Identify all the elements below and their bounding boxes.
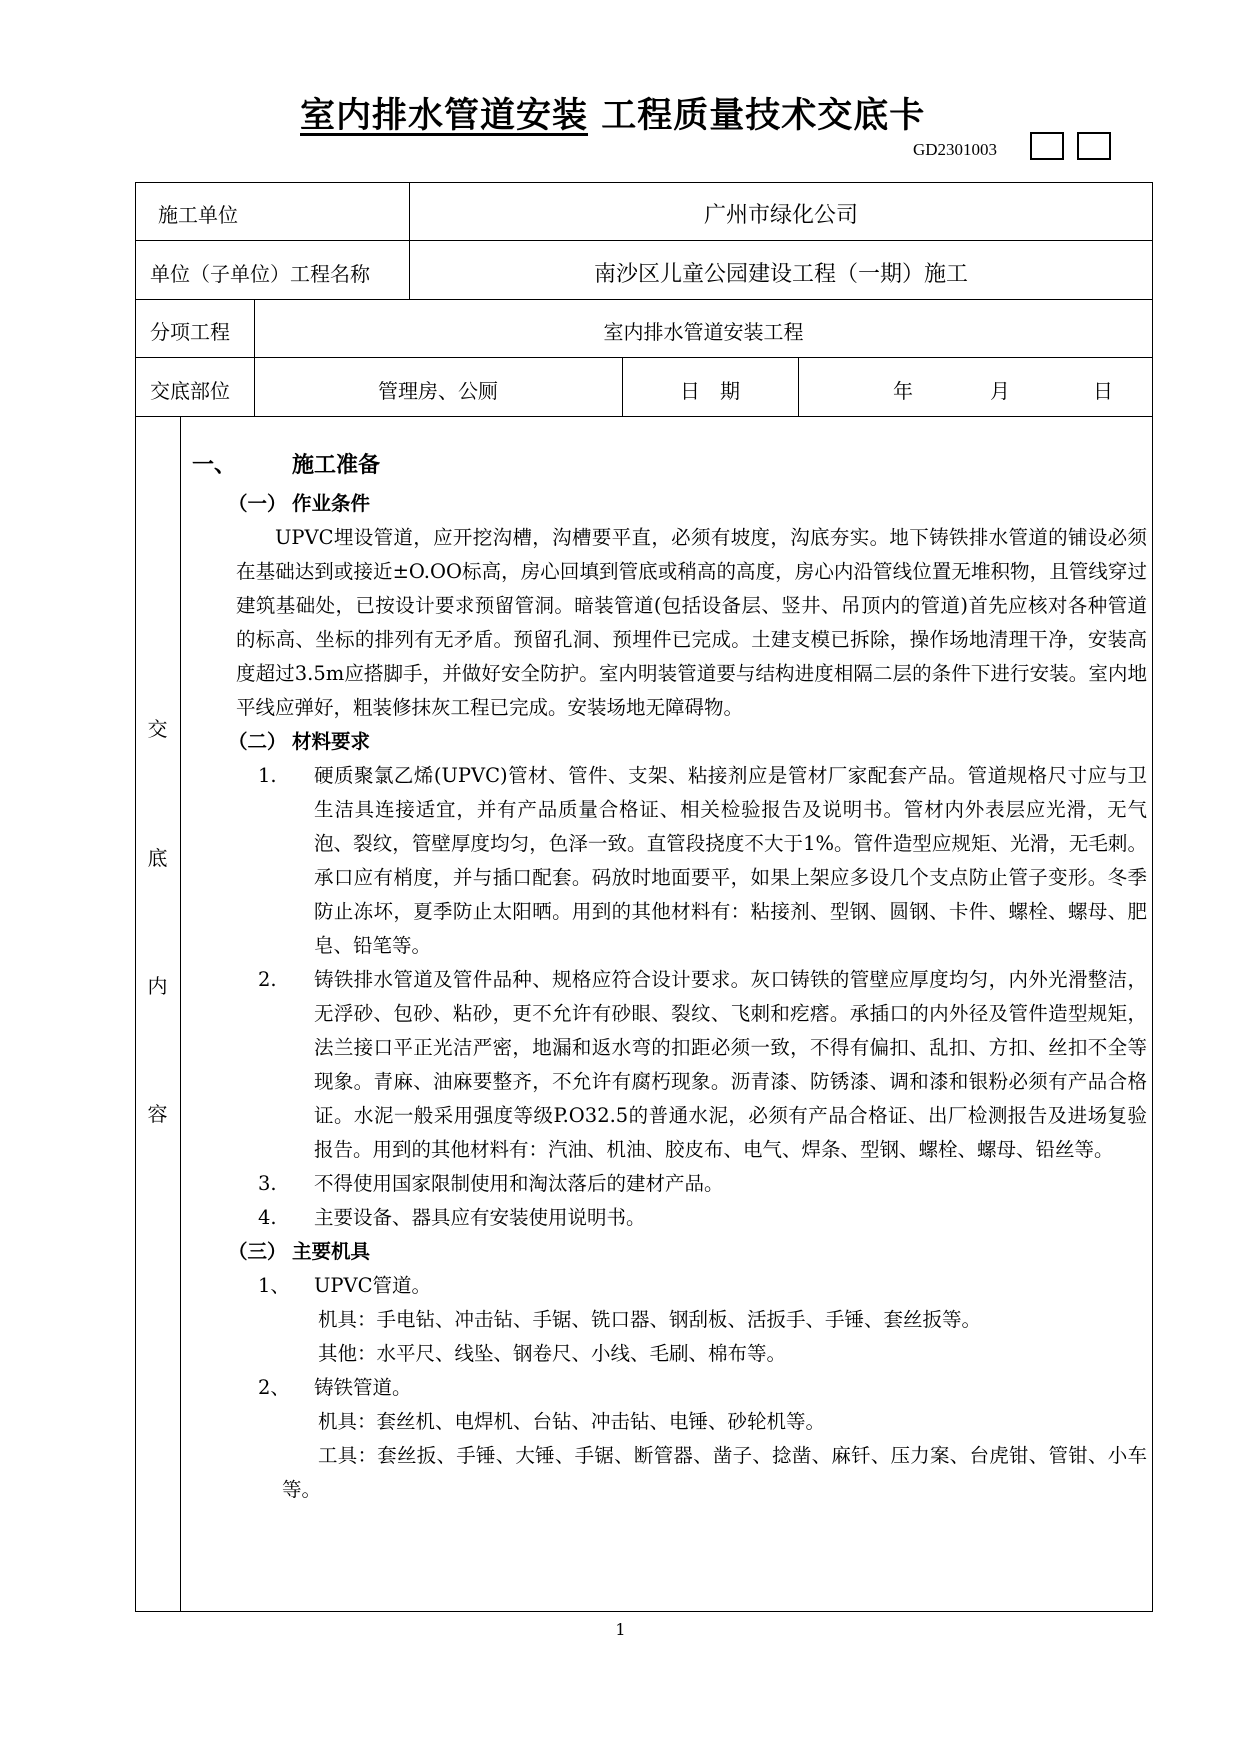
content-body (192, 445, 1147, 1507)
unit-label: 施工单位 (158, 203, 238, 227)
section-title: 施工准备 (292, 453, 381, 478)
project-value: 南沙区儿童公园建设工程（一期）施工 (593, 262, 968, 287)
col-divider (180, 416, 181, 1612)
list-item-number: 3. (258, 1172, 277, 1195)
tool-line: 工具：套丝扳、手锤、大锤、手锯、断管器、凿子、捻凿、麻钎、压力案、台虎钳、管钳、小车等。 (282, 1444, 1147, 1501)
list-item-text: 铸铁排水管道及管件品种、规格应符合设计要求。灰口铸铁的管壁应厚度均匀，内外光滑整洁，无浮砂、包砂、粘砂，更不允许有砂眼、裂纹、飞刺和疙瘩。承插口的内外径及管件造型规矩，法兰接口平正光洁严密，地漏和返水弯的扣距必须一致，不得有偏扣、乱扣、方扣、丝扣不全等现象。青麻、油麻要整齐，不允许有腐朽现象。沥青漆、防锈漆、调和漆和银粉必须有产品合格证。水泥一般采用强度等级P.O32.5的普通水泥，必须有产品合格证、出厂检测报告及进场复验报告。用到的其他材料有：汽油、机油、胶皮布、电气、焊条、型钢、螺栓、螺母、铅丝等。 (314, 968, 1147, 1161)
side-label-char: 容 (147, 1102, 168, 1126)
list-item-text: 主要设备、器具应有安装使用说明书。 (314, 1206, 646, 1229)
list-item-number: 4. (258, 1206, 277, 1229)
subsection-heading (192, 725, 1147, 759)
subsection-number: （一） (228, 492, 287, 515)
row-divider (135, 299, 1153, 300)
document-title (300, 88, 925, 138)
tool-line: 其他：水平尺、线坠、钢卷尺、小线、毛刷、棉布等。 (318, 1342, 787, 1365)
subitem-label: 分项工程 (150, 320, 230, 344)
subsection-heading (192, 487, 1147, 521)
row-divider (135, 416, 1153, 417)
subsection-title: 主要机具 (292, 1240, 371, 1263)
side-label-char: 底 (147, 846, 168, 870)
list-item (192, 963, 1147, 1167)
date-day: 日 (1093, 379, 1113, 403)
list-item (192, 1201, 1147, 1235)
list-item-text: UPVC管道。 (314, 1274, 432, 1297)
list-item (192, 1167, 1147, 1201)
list-item (192, 759, 1147, 963)
title-rest: 工程质量技术交底卡 (601, 96, 926, 136)
document-code: GD2301003 (913, 140, 998, 159)
checkbox-1 (1030, 132, 1064, 160)
location-value: 管理房、公厕 (378, 379, 498, 403)
list-item-text: 不得使用国家限制使用和淘汰落后的建材产品。 (314, 1172, 724, 1195)
col-divider (798, 357, 799, 416)
list-item (192, 1269, 1147, 1303)
subsection-title: 作业条件 (292, 492, 371, 515)
section-number: 一、 (192, 453, 237, 478)
project-label: 单位（子单位）工程名称 (150, 262, 370, 286)
subsection-number: （三） (228, 1240, 287, 1263)
subitem-value: 室内排水管道安装工程 (603, 320, 804, 344)
page-number: 1 (615, 1620, 626, 1639)
checkbox-2 (1077, 132, 1111, 160)
list-item-number: 2、 (258, 1376, 290, 1399)
tool-line: 机具：手电钻、冲击钻、手锯、铣口器、钢刮板、活扳手、手锤、套丝扳等。 (318, 1308, 982, 1331)
title-underlined: 室内排水管道安装 (300, 96, 589, 136)
side-label-char: 交 (147, 717, 168, 741)
list-item-text: 硬质聚氯乙烯(UPVC)管材、管件、支架、粘接剂应是管材厂家配套产品。管道规格尺寸应与卫生洁具连接适宜，并有产品质量合格证、相关检验报告及说明书。管材内外表层应光滑，无气泡、裂纹，管壁厚度均匀，色泽一致。直管段挠度不大于1%。管件造型应规矩、光滑，无毛刺。承口应有梢度，并与插口配套。码放时地面要平，如果上架应多设几个支点防止管子变形。冬季防止冻坏，夏季防止太阳晒。用到的其他材料有：粘接剂、型钢、圆钢、卡件、螺栓、螺母、肥皂、铅笔等。 (314, 764, 1147, 957)
date-year: 年 (893, 379, 913, 403)
subsection-heading (192, 1235, 1147, 1269)
subsection-number: （二） (228, 730, 287, 753)
list-item (192, 1371, 1147, 1405)
subsection-title: 材料要求 (292, 730, 371, 753)
list-item-number: 1. (258, 764, 277, 787)
date-month: 月 (990, 379, 1010, 403)
location-label: 交底部位 (150, 379, 230, 403)
tool-line: 机具：套丝机、电焊机、台钻、冲击钻、电锤、砂轮机等。 (318, 1410, 826, 1433)
row-divider (135, 240, 1153, 241)
date-label: 日 期 (680, 379, 740, 403)
side-label-char: 内 (147, 974, 168, 998)
row-divider (135, 357, 1153, 358)
list-item-number: 1、 (258, 1274, 290, 1297)
unit-value: 广州市绿化公司 (703, 203, 858, 228)
list-item-number: 2. (258, 968, 277, 991)
paragraph: UPVC埋设管道，应开挖沟槽，沟槽要平直，必须有坡度，沟底夯实。地下铸铁排水管道的铺设必须在基础达到或接近±O.OO标高，房心回填到管底或稍高的高度，房心内沿管线位置无堆积物，且管线穿过建筑基础处，已按设计要求预留管洞。暗装管道(包括设备层、竖井、吊顶内的管道)首先应核对各种管道的标高、坐标的排列有无矛盾。预留孔洞、预埋件已完成。土建支模已拆除，操作场地清理干净，安装高度超过3.5m应搭脚手，并做好安全防护。室内明装管道要与结构进度相隔二层的条件下进行安装。室内地平线应弹好，粗装修抹灰工程已完成。安装场地无障碍物。 (236, 526, 1147, 719)
section-heading (192, 445, 1147, 487)
list-item-text: 铸铁管道。 (314, 1376, 412, 1399)
